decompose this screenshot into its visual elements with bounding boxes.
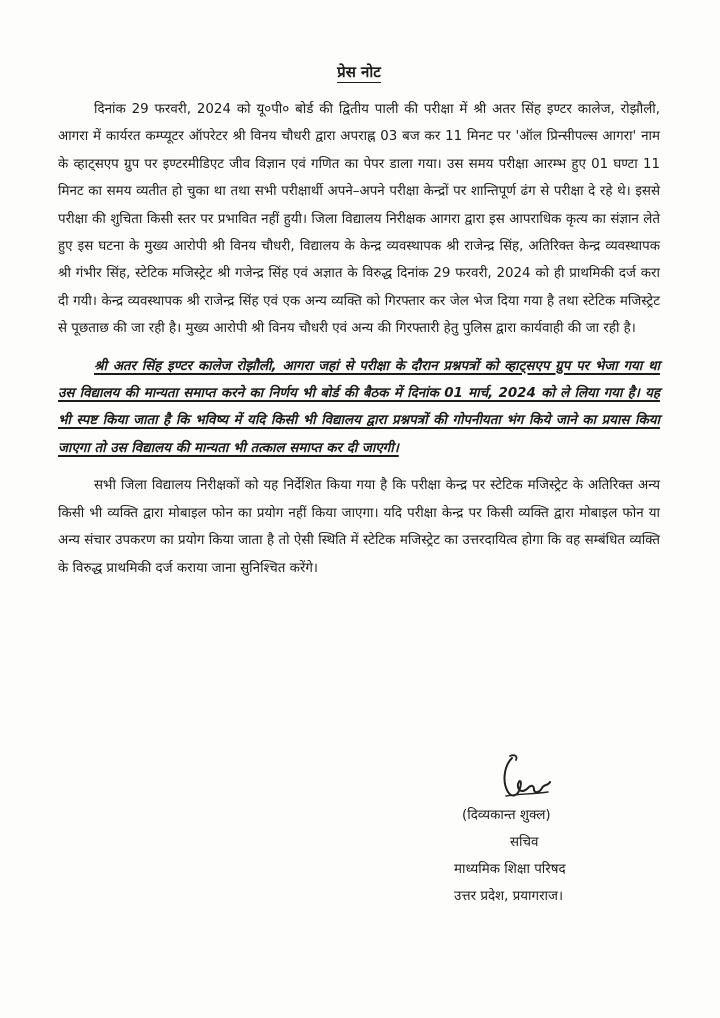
document-title [58,62,660,82]
signatory-organization: माध्यमिक शिक्षा परिषद [454,862,566,877]
signatory-name: (दिव्यकान्त शुक्ल) [462,808,551,823]
paragraph-incident: दिनांक 29 फरवरी, 2024 को यू०पी० बोर्ड की द्वितीय पाली की परीक्षा में श्री अतर सिंह इण्टर कालेज, रोझौली, आगरा में कार्यरत कम्प्यूटर ऑपरेटर श्री विनय चौधरी द्वारा अपराह्न 03 बज कर 11 मिनट पर 'ऑल प्रिन्सीपल्स आगरा' नाम के व्हाट्सएप ग्रुप पर इण्टरमीडिएट जीव विज्ञान एवं गणित का पेपर डाला गया। उस समय परीक्षा आरम्भ हुए 01 घण्टा 11 मिनट का समय व्यतीत हो चुका था तथा सभी परीक्षार्थी अपने–अपने परीक्षा केन्द्रों पर शान्तिपूर्ण ढंग से परीक्षा दे रहे थे। इससे परीक्षा की शुचिता किसी स्तर पर प्रभावित नहीं हुयी। जिला विद्यालय निरीक्षक आगरा द्वारा इस आपराधिक कृत्य का संज्ञान लेते हुए इस घटना के मुख्य आरोपी श्री विनय चौधरी, विद्यालय के केन्द्र व्यवस्थापक श्री राजेन्द्र सिंह, अतिरिक्त केन्द्र व्यवस्थापक श्री गंभीर सिंह, स्टेटिक मजिस्ट्रेट श्री गजेन्द्र सिंह एवं अज्ञात के विरुद्ध दिनांक 29 फरवरी, 2024 को ही प्राथमिकी दर्ज करा दी गयी। केन्द्र व्यवस्थापक श्री राजेन्द्र सिंह एवं एक अन्य व्यक्ति को गिरफ्तार कर जेल भेज दिया गया है तथा स्टेटिक मजिस्ट्रेट से पूछताछ की जा रही है। मुख्य आरोपी श्री विनय चौधरी एवं अन्य की गिरफ्तारी हेतु पुलिस द्वारा कार्यवाही की जा रही है। [58,102,660,337]
document-title-text: प्रेस नोट [337,63,381,81]
paragraph-recognition-cancelled: श्री अतर सिंह इण्टर कालेज रोझौली, आगरा जहां से परीक्षा के दौरान प्रश्नपत्रों को व्हाट्सएप ग्रुप पर भेजा गया था उस विद्यालय की मान्यता समाप्त करने का निर्णय भी बोर्ड की बैठक में दिनांक 01 मार्च, 2024 को ले लिया गया है। यह भी स्पष्ट किया जाता है कि भविष्य में यदि किसी भी विद्यालय द्वारा प्रश्नपत्रों की गोपनीयता भंग किये जाने का प्रयास किया जाएगा तो उस विद्यालय की मान्यता भी तत्काल समाप्त कर दी जाएगी। [58,358,660,456]
paragraph-mobile-directive: सभी जिला विद्यालय निरीक्षकों को यह निर्देशित किया गया है कि परीक्षा केन्द्र पर स्टेटिक मजिस्ट्रेट के अतिरिक्त अन्य किसी भी व्यक्ति द्वारा मोबाइल फोन का प्रयोग नहीं किया जाएगा। यदि परीक्षा केन्द्र पर किसी व्यक्ति द्वारा मोबाइल फोन या अन्य संचार उपकरण का प्रयोग किया जाता है तो ऐसी स्थिति में स्टेटिक मजिस्ट्रेट का उत्तरदायित्व होगा कि वह सम्बंधित व्यक्ति के विरुद्ध प्राथमिकी दर्ज कराया जाना सुनिश्चित करेंगे। [58,478,660,576]
signatory-location: उत्तर प्रदेश, प्रयागराज। [454,889,564,904]
signatory-designation: सचिव [510,835,539,850]
signature-block [452,752,652,910]
